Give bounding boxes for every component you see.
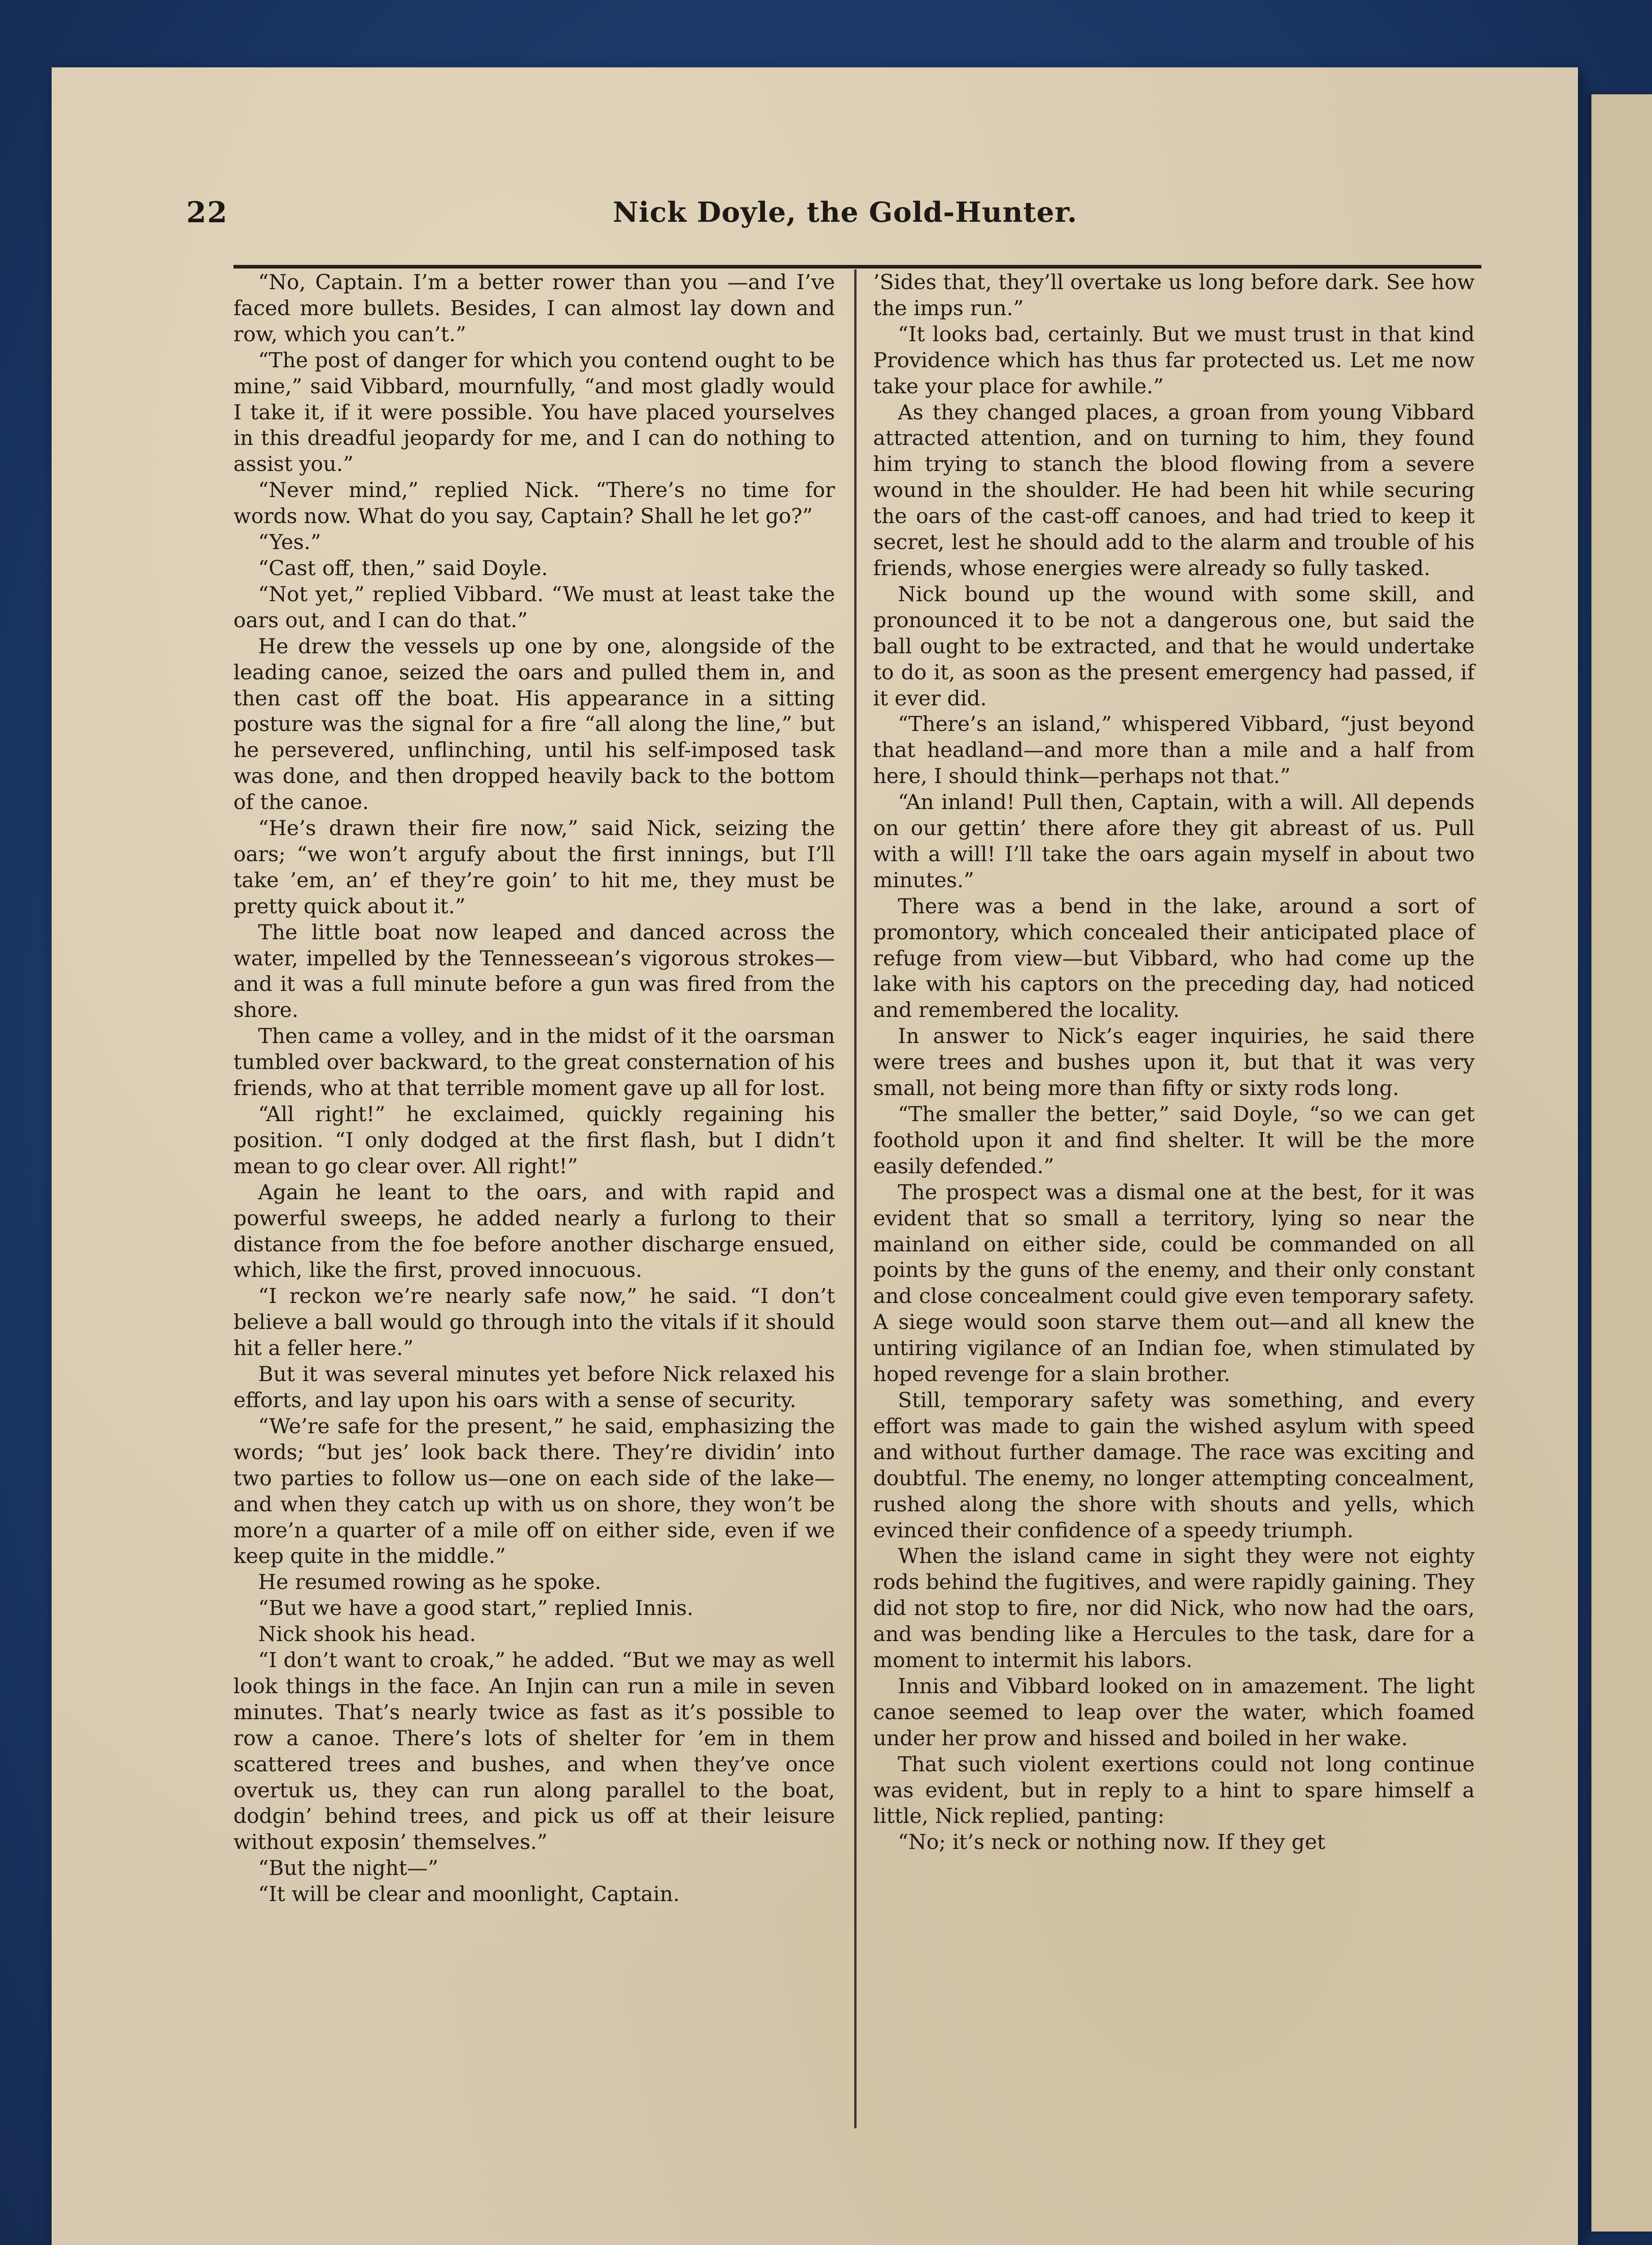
paragraph: “I reckon we’re nearly safe now,” he said. “I don’t believe a ball would go through into the vitals if it should hit a feller here.” <box>233 1284 835 1360</box>
paragraph: “No, Captain. I’m a better rower than you —and I’ve faced more bullets. Besides, I can almost lay down and row, which you can’t.” <box>233 270 835 346</box>
paragraph: The prospect was a dismal one at the best, for it was evident that so small a territory, lying so near the mainland on either side, could be commanded on all points by the guns of the enemy, and their only constant and close concealment could give even temporary safety. A siege would soon starve them out—and all knew the untiring vigilance of an Indian foe, when stimulated by hoped revenge for a slain brother. <box>873 1180 1475 1387</box>
paragraph: Then came a volley, and in the midst of it the oarsman tumbled over backward, to the great consternation of his friends, who at that terrible moment gave up all for lost. <box>233 1024 835 1100</box>
paragraph: “There’s an island,” whispered Vibbard, “just beyond that headland—and more than a mile and a half from here, I should think—perhaps not that.” <box>873 712 1475 788</box>
right-column <box>873 269 1475 1855</box>
paragraph: He drew the vessels up one by one, alongside of the leading canoe, seized the oars and pulled them in, and then cast off the boat. His appearance in a sitting posture was the signal for a fire “all along the line,” but he persevered, unflinching, until his self-imposed task was done, and then dropped heavily back to the bottom of the canoe. <box>233 634 835 814</box>
paragraph: But it was several minutes yet before Nick relaxed his efforts, and lay upon his oars with a sense of security. <box>233 1362 835 1412</box>
paragraph: “Cast off, then,” said Doyle. <box>258 555 548 580</box>
paragraph: “He’s drawn their fire now,” said Nick, seizing the oars; “we won’t argufy about the first innings, but I’ll take ’em, an’ ef they’re goin’ to hit me, they must be pretty quick about it.” <box>233 816 835 918</box>
paragraph: “I don’t want to croak,” he added. “But we may as well look things in the face. An Injin can run a mile in seven minutes. That’s nearly twice as fast as it’s possible to row a canoe. There’s lots of shelter for ’em in them scattered trees and bushes, and when they’ve once overtuk us, they can run along parallel to the boat, dodgin’ behind trees, and pick us off at their leisure without exposin’ themselves.” <box>233 1648 835 1854</box>
paragraph: “An inland! Pull then, Captain, with a will. All depends on our gettin’ there afore they git abreast of us. Pull with a will! I’ll take the oars again myself in about two minutes.” <box>873 790 1475 892</box>
paragraph: “It will be clear and moonlight, Captain. <box>258 1882 680 1906</box>
paragraph: “No; it’s neck or nothing now. If they get <box>898 1830 1326 1854</box>
paragraph: Still, temporary safety was something, and every effort was made to gain the wished asylum with speed and without further damage. The race was exciting and doubtful. The enemy, no longer attempting concealment, rushed along the shore with shouts and yells, which evinced their confidence of a speedy triumph. <box>873 1387 1475 1542</box>
paragraph: As they changed places, a groan from young Vibbard attracted attention, and on turning to him, they found him trying to stanch the blood flowing from a severe wound in the shoulder. He had been hit while securing the oars of the cast-off canoes, and had tried to keep it secret, lest he should add to the alarm and trouble of his friends, whose energies were already so fully tasked. <box>873 400 1475 580</box>
paragraph: That such violent exertions could not long continue was evident, but in reply to a hint to spare himself a little, Nick replied, panting: <box>873 1752 1475 1828</box>
running-title: Nick Doyle, the Gold-Hunter. <box>613 196 1077 229</box>
left-column <box>233 269 835 1907</box>
paragraph: “But the night—” <box>258 1856 439 1880</box>
paragraph: Nick bound up the wound with some skill, and pronounced it to be not a dangerous one, but said the ball ought to be extracted, and that he would undertake to do it, as soon as the present emergency had passed, if it ever did. <box>873 581 1475 710</box>
paragraph: “All right!” he exclaimed, quickly regaining his position. “I only dodged at the first flash, but I didn’t mean to go clear over. All right!” <box>233 1102 835 1178</box>
column-divider <box>854 269 857 2128</box>
paragraph: “The smaller the better,” said Doyle, “so we can get foothold upon it and find shelter. It will be the more easily defended.” <box>873 1102 1475 1178</box>
page-header <box>186 196 1488 241</box>
paragraph: Nick shook his head. <box>258 1622 476 1646</box>
paragraph: “Never mind,” replied Nick. “There’s no time for words now. What do you say, Captain? Shall he let go?” <box>233 478 835 528</box>
paragraph: “The post of danger for which you contend ought to be mine,” said Vibbard, mournfully, “and most gladly would I take it, if it were possible. You have placed yourselves in this dreadful jeopardy for me, and I can do nothing to assist you.” <box>233 348 835 476</box>
paragraph: “Yes.” <box>258 530 321 555</box>
paragraph: Innis and Vibbard looked on in amazement. The light canoe seemed to leap over the water, which foamed under her prow and hissed and boiled in her wake. <box>873 1673 1475 1750</box>
paragraph: When the island came in sight they were not eighty rods behind the fugitives, and were rapidly gaining. They did not stop to fire, nor did Nick, who now had the oars, and was bending like a Hercules to the task, dare for a moment to intermit his labors. <box>873 1544 1475 1673</box>
paragraph: Again he leant to the oars, and with rapid and powerful sweeps, he added nearly a furlong to their distance from the foe before another discharge ensued, which, like the first, proved innocuous. <box>233 1180 835 1282</box>
paragraph: There was a bend in the lake, around a sort of promontory, which concealed their anticipated place of refuge from view—but Vibbard, who had come up the lake with his captors on the preceding day, had noticed and remembered the locality. <box>873 894 1475 1022</box>
header-rule <box>233 265 1481 269</box>
paragraph: “We’re safe for the present,” he said, emphasizing the words; “but jes’ look back there. They’re dividin’ into two parties to follow us—one on each side of the lake—and when they catch up with us on shore, they won’t be more’n a quarter of a mile off on either side, even if we keep quite in the middle.” <box>233 1413 835 1568</box>
paragraph: He resumed rowing as he spoke. <box>258 1570 602 1594</box>
adjacent-page-edge <box>1591 94 1652 2232</box>
paragraph: ’Sides that, they’ll overtake us long before dark. See how the imps run.” <box>873 270 1475 320</box>
paragraph: “Not yet,” replied Vibbard. “We must at least take the oars out, and I can do that.” <box>233 581 835 632</box>
paragraph: “It looks bad, certainly. But we must trust in that kind Providence which has thus far protected us. Let me now take your place for awhile.” <box>873 321 1475 398</box>
page-number: 22 <box>186 196 228 229</box>
paragraph: The little boat now leaped and danced across the water, impelled by the Tennesseean’s vigorous strokes—and it was a full minute before a gun was fired from the shore. <box>233 920 835 1022</box>
paragraph: In answer to Nick’s eager inquiries, he said there were trees and bushes upon it, but that it was very small, not being more than fifty or sixty rods long. <box>873 1024 1475 1100</box>
paragraph: “But we have a good start,” replied Innis. <box>258 1596 694 1620</box>
